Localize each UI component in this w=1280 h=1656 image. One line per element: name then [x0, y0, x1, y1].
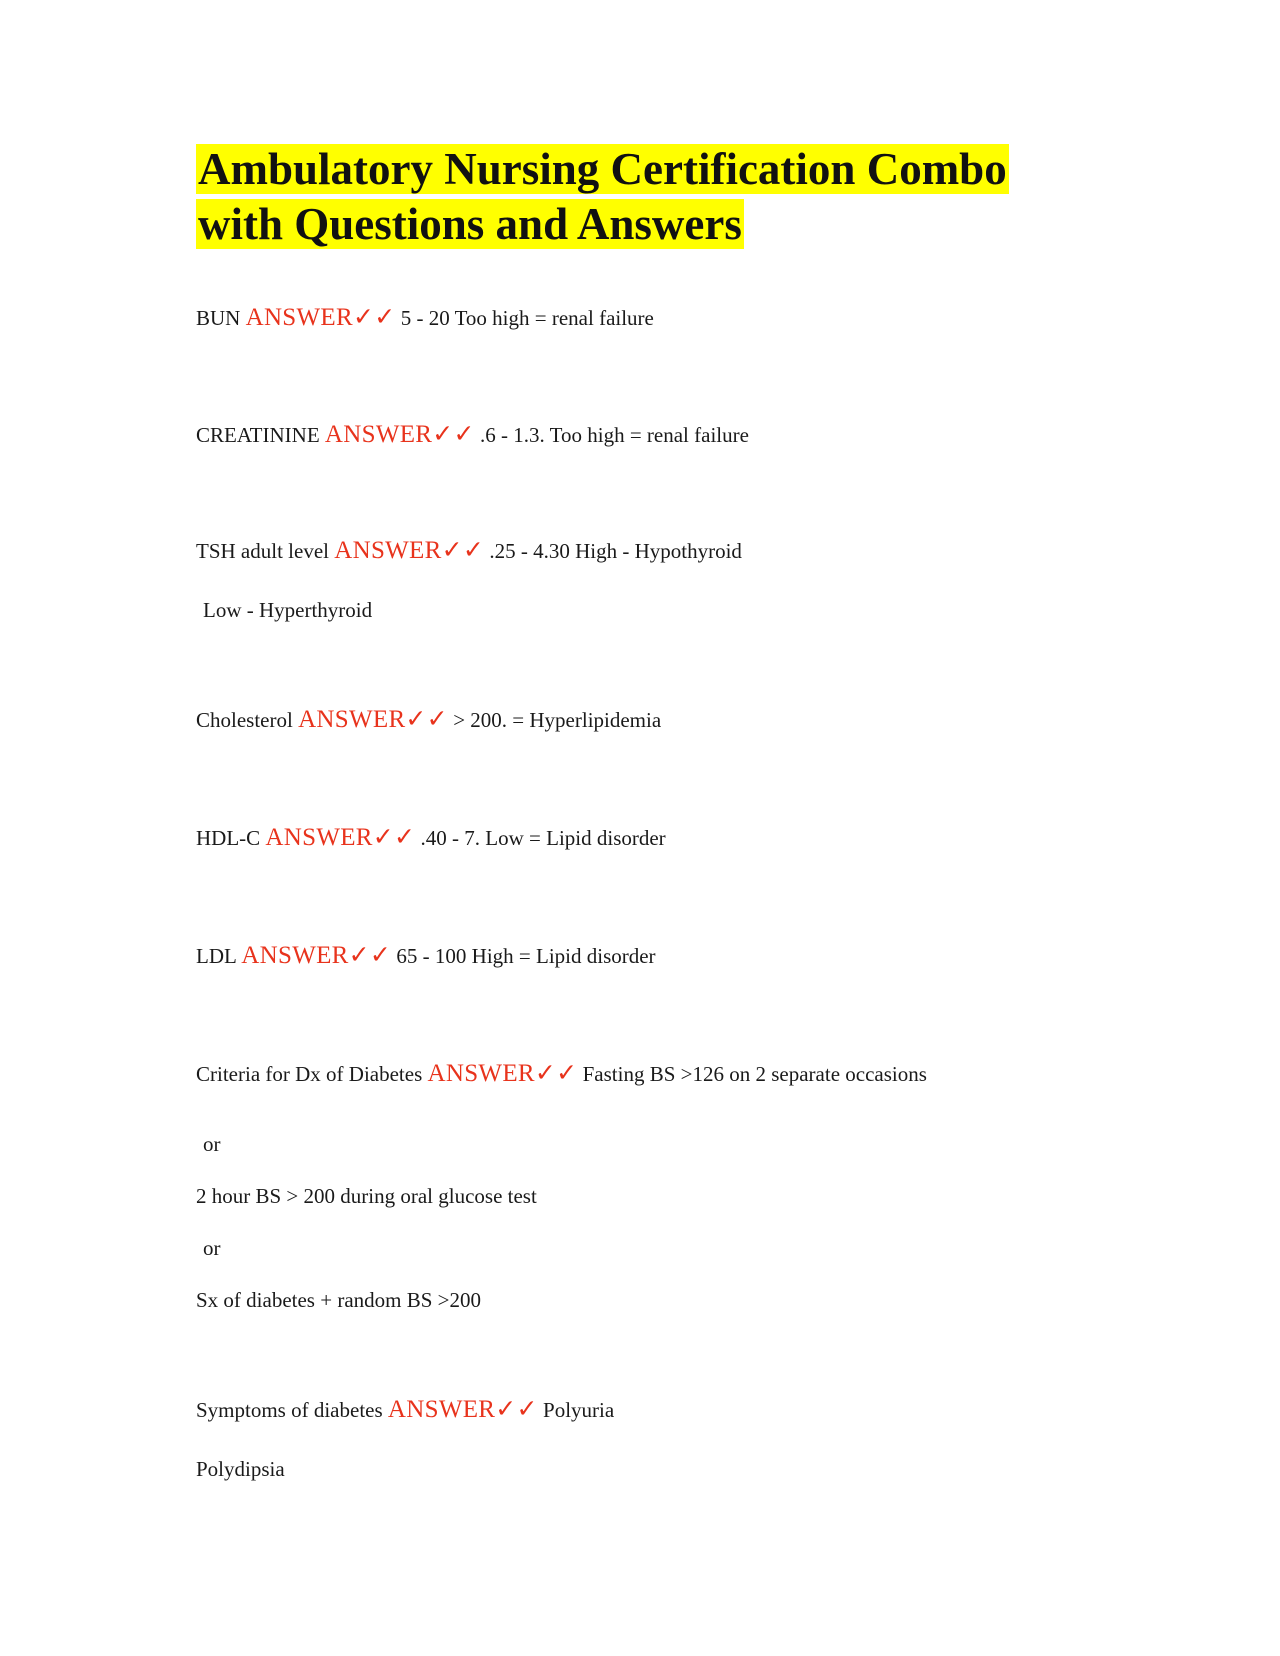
title-line-1: Ambulatory Nursing Certification Combo: [198, 144, 1007, 194]
answer-marker: ANSWER✓✓: [324, 421, 475, 448]
qa-answer: Fasting BS >126 on 2 separate occasions: [582, 1062, 927, 1086]
qa-answer: .40 - 7. Low = Lipid disorder: [420, 826, 666, 850]
qa-extra-line: or: [203, 1132, 221, 1156]
document-title: [196, 142, 1076, 252]
qa-entry-diabetes-symptoms: [196, 1396, 614, 1424]
qa-term: Symptoms of diabetes: [196, 1398, 383, 1422]
qa-entry-bun: [196, 304, 654, 332]
qa-term: Cholesterol: [196, 708, 293, 732]
qa-answer: .6 - 1.3. Too high = renal failure: [480, 423, 749, 447]
qa-answer: 5 - 20 Too high = renal failure: [400, 306, 654, 330]
qa-entry-ldl: [196, 942, 656, 970]
qa-entry-hdl-c: [196, 824, 666, 852]
qa-extra-line: Low - Hyperthyroid: [203, 598, 373, 622]
title-line-2: with Questions and Answers: [198, 199, 742, 249]
qa-term: LDL: [196, 944, 237, 968]
qa-term: TSH adult level: [196, 539, 329, 563]
answer-marker: ANSWER✓✓: [427, 1060, 578, 1087]
qa-extra-line: Sx of diabetes + random BS >200: [196, 1288, 481, 1312]
qa-answer: 65 - 100 High = Lipid disorder: [396, 944, 656, 968]
qa-entry-creatinine: [196, 421, 749, 449]
qa-extra-line: 2 hour BS > 200 during oral glucose test: [196, 1184, 537, 1208]
qa-extra-line: or: [203, 1236, 221, 1260]
qa-answer: > 200. = Hyperlipidemia: [453, 708, 662, 732]
qa-term: CREATININE: [196, 423, 320, 447]
qa-extra-line: Polydipsia: [196, 1457, 285, 1481]
qa-term: HDL-C: [196, 826, 261, 850]
answer-marker: ANSWER✓✓: [334, 537, 485, 564]
qa-answer: .25 - 4.30 High - Hypothyroid: [489, 539, 742, 563]
qa-term: Criteria for Dx of Diabetes: [196, 1062, 423, 1086]
qa-answer: Polyuria: [543, 1398, 615, 1422]
qa-entry-diabetes-criteria: [196, 1060, 927, 1088]
answer-marker: ANSWER✓✓: [298, 706, 448, 733]
qa-entry-tsh: [196, 537, 742, 565]
answer-marker: ANSWER✓✓: [241, 942, 392, 969]
answer-marker: ANSWER✓✓: [387, 1396, 538, 1423]
qa-term: BUN: [196, 306, 241, 330]
qa-entry-cholesterol: [196, 706, 661, 734]
answer-marker: ANSWER✓✓: [245, 304, 396, 331]
answer-marker: ANSWER✓✓: [265, 824, 416, 851]
